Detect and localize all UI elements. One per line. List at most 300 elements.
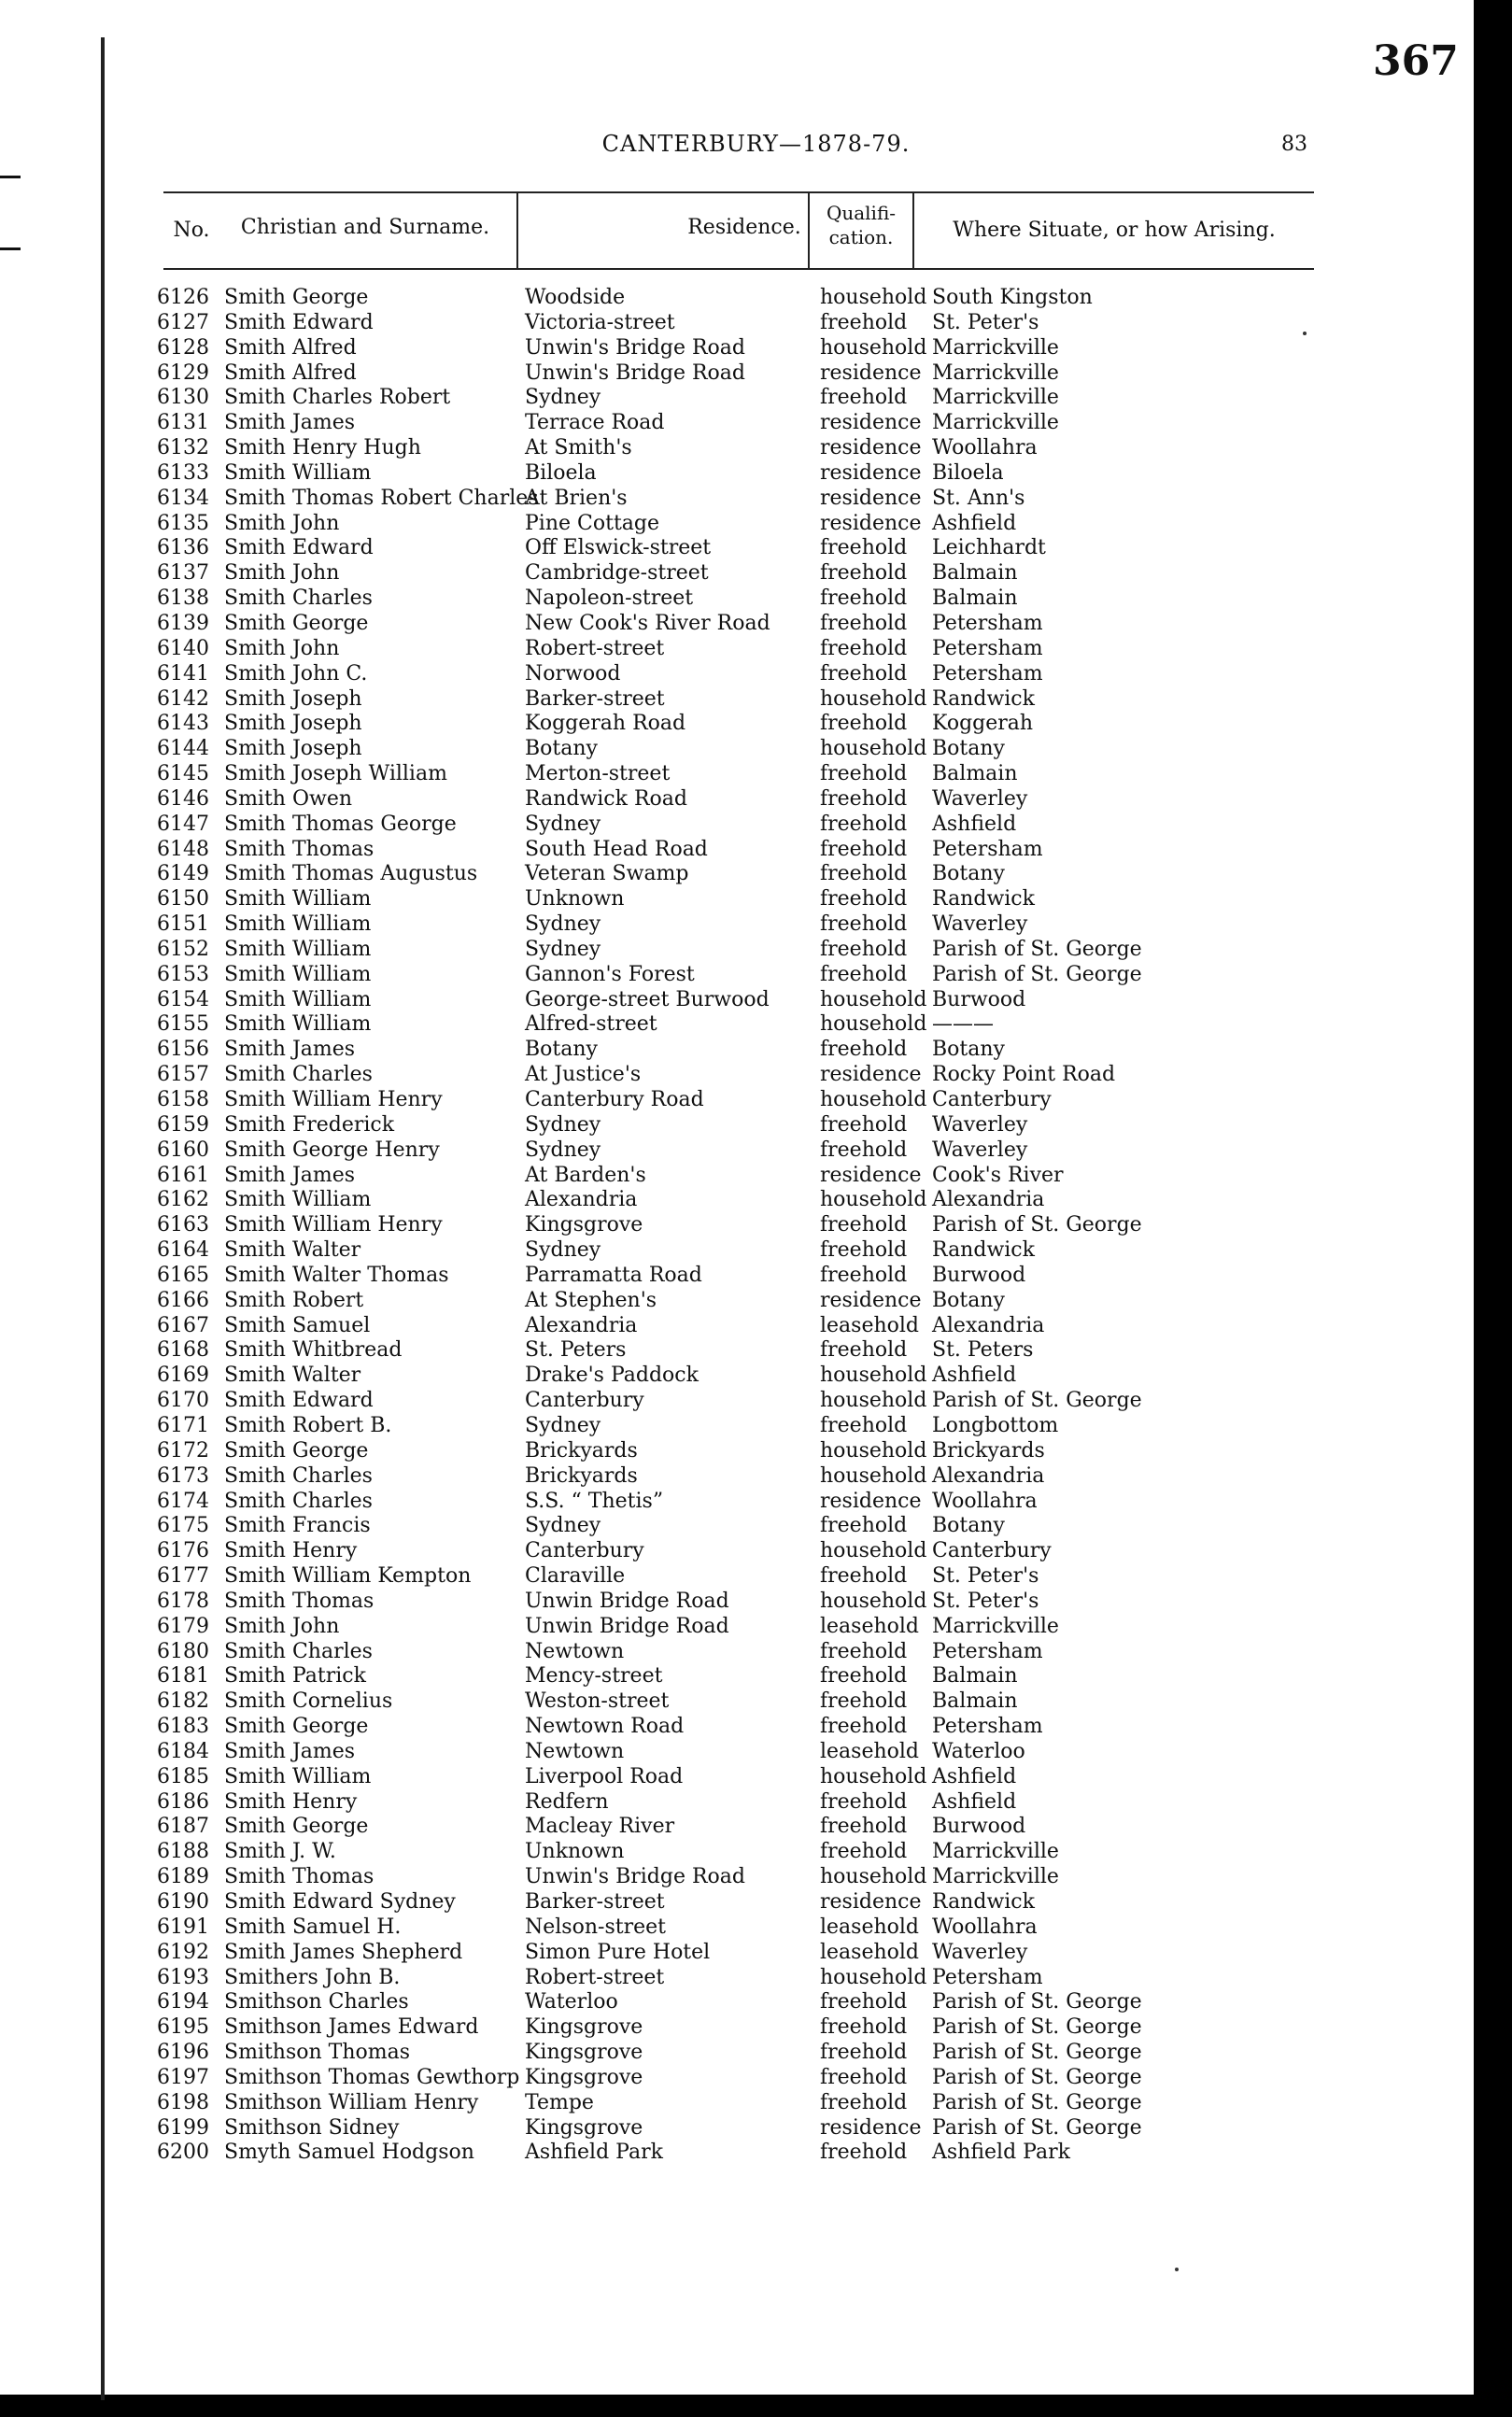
row-number: 6134 bbox=[157, 486, 209, 510]
table-row bbox=[0, 787, 1512, 813]
row-where: Waterloo bbox=[932, 1739, 1025, 1763]
row-residence: Canterbury bbox=[525, 1539, 644, 1563]
table-row bbox=[0, 813, 1512, 838]
row-qualification: freehold bbox=[820, 712, 908, 736]
row-qualification: freehold bbox=[820, 762, 908, 786]
table-row bbox=[0, 1689, 1512, 1715]
table-row bbox=[0, 512, 1512, 537]
row-number: 6170 bbox=[157, 1389, 209, 1413]
row-residence: Ashfield Park bbox=[525, 2141, 663, 2165]
row-name: Smith William Henry bbox=[224, 1213, 443, 1237]
table-row bbox=[0, 938, 1512, 963]
row-where: Balmain bbox=[932, 762, 1018, 786]
row-qualification: residence bbox=[820, 1163, 922, 1187]
row-where: Woollahra bbox=[932, 436, 1038, 460]
row-qualification: household bbox=[820, 1589, 927, 1613]
row-name: Smith George bbox=[224, 1815, 369, 1839]
row-qualification: residence bbox=[820, 1063, 922, 1087]
table-row bbox=[0, 1790, 1512, 1816]
row-residence: Alfred-street bbox=[525, 1012, 657, 1037]
row-name: Smith George bbox=[224, 286, 369, 309]
table-row bbox=[0, 1765, 1512, 1790]
row-where: Leichhardt bbox=[932, 536, 1046, 560]
table-row bbox=[0, 687, 1512, 713]
row-number: 6144 bbox=[157, 737, 209, 761]
row-name: Smith William bbox=[224, 887, 372, 912]
row-qualification: freehold bbox=[820, 962, 908, 986]
row-name: Smith John bbox=[224, 511, 340, 535]
row-qualification: residence bbox=[820, 486, 922, 510]
row-number: 6140 bbox=[157, 636, 209, 660]
row-residence: Waterloo bbox=[525, 1990, 618, 2014]
row-qualification: freehold bbox=[820, 786, 908, 811]
row-where: Botany bbox=[932, 862, 1005, 886]
row-name: Smith Edward Sydney bbox=[224, 1890, 456, 1914]
row-where: Burwood bbox=[932, 1263, 1026, 1287]
row-where: Parish of St. George bbox=[932, 2015, 1142, 2040]
row-number: 6152 bbox=[157, 937, 209, 961]
row-number: 6135 bbox=[157, 511, 209, 535]
row-where: Marrickville bbox=[932, 1865, 1059, 1889]
row-qualification: freehold bbox=[820, 1564, 908, 1589]
table-row bbox=[0, 536, 1512, 561]
table-row bbox=[0, 2116, 1512, 2141]
row-qualification: leasehold bbox=[820, 1915, 920, 1939]
row-number: 6191 bbox=[157, 1915, 209, 1939]
row-number: 6131 bbox=[157, 411, 209, 435]
row-qualification: freehold bbox=[820, 887, 908, 912]
row-qualification: household bbox=[820, 686, 927, 711]
row-residence: Simon Pure Hotel bbox=[525, 1940, 711, 1964]
table-row bbox=[0, 1414, 1512, 1439]
row-where: Marrickville bbox=[932, 335, 1059, 360]
row-where: Canterbury bbox=[932, 1539, 1052, 1563]
row-residence: Botany bbox=[525, 1038, 598, 1062]
row-number: 6160 bbox=[157, 1138, 209, 1162]
margin-mark bbox=[0, 176, 21, 178]
row-qualification: residence bbox=[820, 360, 922, 385]
row-qualification: leasehold bbox=[820, 1614, 920, 1638]
row-name: Smith Samuel bbox=[224, 1313, 371, 1337]
row-name: Smithson James Edward bbox=[224, 2015, 479, 2040]
row-qualification: freehold bbox=[820, 1213, 908, 1237]
row-name: Smithers John B. bbox=[224, 1965, 401, 1989]
row-residence: Woodside bbox=[525, 286, 626, 309]
row-name: Smithson Charles bbox=[224, 1990, 409, 2014]
row-qualification: household bbox=[820, 1364, 927, 1388]
column-header-where: Where Situate, or how Arising. bbox=[953, 219, 1276, 242]
row-residence: Kingsgrove bbox=[525, 1213, 643, 1237]
row-residence: Newtown Road bbox=[525, 1715, 685, 1739]
row-residence: Koggerah Road bbox=[525, 712, 686, 736]
table-row bbox=[0, 587, 1512, 612]
row-where: Ashfield bbox=[932, 511, 1017, 535]
row-residence: Canterbury bbox=[525, 1389, 644, 1413]
row-qualification: residence bbox=[820, 2115, 922, 2140]
row-number: 6128 bbox=[157, 335, 209, 360]
row-residence: Newtown bbox=[525, 1739, 625, 1763]
row-where: Parish of St. George bbox=[932, 1389, 1142, 1413]
row-qualification: household bbox=[820, 1539, 927, 1563]
table-row bbox=[0, 963, 1512, 988]
table-row bbox=[0, 1840, 1512, 1865]
row-qualification: leasehold bbox=[820, 1739, 920, 1763]
row-residence: Robert-street bbox=[525, 636, 665, 660]
row-name: Smith Thomas bbox=[224, 1865, 374, 1889]
row-qualification: household bbox=[820, 737, 927, 761]
table-row bbox=[0, 561, 1512, 587]
row-number: 6163 bbox=[157, 1213, 209, 1237]
table-row bbox=[0, 1238, 1512, 1264]
table-row bbox=[0, 637, 1512, 662]
row-name: Smith Edward bbox=[224, 310, 374, 334]
row-where: Ashfield bbox=[932, 1364, 1017, 1388]
row-number: 6146 bbox=[157, 786, 209, 811]
table-row bbox=[0, 762, 1512, 787]
row-qualification: freehold bbox=[820, 2141, 908, 2165]
row-where: Waverley bbox=[932, 1112, 1028, 1137]
row-qualification: residence bbox=[820, 436, 922, 460]
row-residence: Sydney bbox=[525, 1514, 601, 1538]
row-qualification: freehold bbox=[820, 837, 908, 861]
row-residence: Canterbury Road bbox=[525, 1088, 704, 1111]
table-row bbox=[0, 1038, 1512, 1063]
row-number: 6165 bbox=[157, 1263, 209, 1287]
row-where: Ashfield Park bbox=[932, 2141, 1070, 2165]
register-table bbox=[0, 286, 1512, 2166]
row-qualification: household bbox=[820, 1764, 927, 1788]
table-row bbox=[0, 1464, 1512, 1490]
row-residence: Liverpool Road bbox=[525, 1764, 684, 1788]
row-qualification: residence bbox=[820, 411, 922, 435]
row-residence: Unwin's Bridge Road bbox=[525, 1865, 745, 1889]
row-residence: Alexandria bbox=[525, 1188, 638, 1212]
row-qualification: freehold bbox=[820, 587, 908, 611]
row-qualification: freehold bbox=[820, 2065, 908, 2089]
table-row bbox=[0, 1865, 1512, 1890]
row-number: 6172 bbox=[157, 1438, 209, 1463]
row-qualification: freehold bbox=[820, 636, 908, 660]
row-name: Smith Whitbread bbox=[224, 1338, 403, 1363]
row-name: Smith Francis bbox=[224, 1514, 371, 1538]
row-name: Smith Thomas Robert Charles bbox=[224, 486, 539, 510]
table-row bbox=[0, 1264, 1512, 1289]
row-residence: Kingsgrove bbox=[525, 2015, 643, 2040]
row-number: 6198 bbox=[157, 2090, 209, 2114]
table-row bbox=[0, 2015, 1512, 2041]
row-number: 6148 bbox=[157, 837, 209, 861]
table-row bbox=[0, 1439, 1512, 1464]
table-row bbox=[0, 336, 1512, 361]
table-row bbox=[0, 1740, 1512, 1765]
table-row bbox=[0, 2141, 1512, 2166]
row-residence: Sydney bbox=[525, 937, 601, 961]
row-number: 6145 bbox=[157, 762, 209, 786]
row-number: 6149 bbox=[157, 862, 209, 886]
ink-speck bbox=[1303, 332, 1307, 335]
row-number: 6169 bbox=[157, 1364, 209, 1388]
table-row bbox=[0, 286, 1512, 311]
row-residence: Sydney bbox=[525, 812, 601, 836]
row-where: Parish of St. George bbox=[932, 2041, 1142, 2065]
table-row bbox=[0, 1715, 1512, 1740]
row-where: St. Peters bbox=[932, 1338, 1034, 1363]
row-where: Parish of St. George bbox=[932, 2065, 1142, 2089]
table-row bbox=[0, 862, 1512, 887]
row-residence: Brickyards bbox=[525, 1463, 638, 1488]
row-qualification: household bbox=[820, 1012, 927, 1037]
row-name: Smith William bbox=[224, 1764, 372, 1788]
page-subnumber: 83 bbox=[1281, 133, 1307, 156]
table-row bbox=[0, 1389, 1512, 1414]
row-number: 6126 bbox=[157, 286, 209, 309]
row-number: 6159 bbox=[157, 1112, 209, 1137]
row-residence: Terrace Road bbox=[525, 411, 665, 435]
table-row bbox=[0, 1338, 1512, 1364]
row-where: Waverley bbox=[932, 912, 1028, 937]
row-where: Woollahra bbox=[932, 1915, 1038, 1939]
row-number: 6174 bbox=[157, 1489, 209, 1513]
row-name: Smith William bbox=[224, 912, 372, 937]
table-row bbox=[0, 1213, 1512, 1238]
row-residence: Sydney bbox=[525, 912, 601, 937]
row-number: 6158 bbox=[157, 1088, 209, 1111]
row-where: Burwood bbox=[932, 1815, 1026, 1839]
table-row bbox=[0, 411, 1512, 436]
row-where: Randwick bbox=[932, 686, 1035, 711]
row-where: Longbottom bbox=[932, 1413, 1059, 1437]
table-row bbox=[0, 1539, 1512, 1564]
row-qualification: household bbox=[820, 1463, 927, 1488]
row-name: Smith George bbox=[224, 611, 369, 635]
row-qualification: freehold bbox=[820, 1715, 908, 1739]
row-name: Smith Edward bbox=[224, 1389, 374, 1413]
column-header-residence: Residence. bbox=[687, 216, 801, 239]
row-name: Smith Walter bbox=[224, 1238, 361, 1263]
row-number: 6151 bbox=[157, 912, 209, 937]
row-name: Smith George bbox=[224, 1438, 369, 1463]
row-residence: At Barden's bbox=[525, 1163, 646, 1187]
table-row bbox=[0, 988, 1512, 1013]
row-where: Randwick bbox=[932, 1238, 1035, 1263]
row-where: Ashfield bbox=[932, 1789, 1017, 1814]
row-name: Smith Charles bbox=[224, 1639, 373, 1663]
row-number: 6188 bbox=[157, 1840, 209, 1864]
row-name: Smith Charles bbox=[224, 1489, 373, 1513]
table-row bbox=[0, 1314, 1512, 1339]
table-row bbox=[0, 838, 1512, 863]
row-where: Balmain bbox=[932, 1664, 1018, 1689]
row-residence: Weston-street bbox=[525, 1689, 670, 1714]
row-residence: Unwin Bridge Road bbox=[525, 1614, 729, 1638]
row-number: 6147 bbox=[157, 812, 209, 836]
row-residence: Veteran Swamp bbox=[525, 862, 689, 886]
row-residence: Sydney bbox=[525, 1138, 601, 1162]
row-where: Parish of St. George bbox=[932, 1990, 1142, 2014]
table-row bbox=[0, 361, 1512, 387]
row-number: 6166 bbox=[157, 1288, 209, 1312]
row-residence: Sydney bbox=[525, 1238, 601, 1263]
row-name: Smithson William Henry bbox=[224, 2090, 479, 2114]
row-qualification: residence bbox=[820, 1890, 922, 1914]
row-number: 6168 bbox=[157, 1338, 209, 1363]
row-name: Smith Charles Robert bbox=[224, 386, 451, 410]
table-row bbox=[0, 2041, 1512, 2066]
row-qualification: freehold bbox=[820, 812, 908, 836]
table-row bbox=[0, 1664, 1512, 1689]
row-qualification: freehold bbox=[820, 937, 908, 961]
table-row bbox=[0, 1915, 1512, 1941]
row-residence: Norwood bbox=[525, 661, 621, 686]
table-row bbox=[0, 1063, 1512, 1088]
row-number: 6132 bbox=[157, 436, 209, 460]
row-where: St. Ann's bbox=[932, 486, 1025, 510]
row-number: 6154 bbox=[157, 987, 209, 1011]
row-where: Randwick bbox=[932, 887, 1035, 912]
row-qualification: residence bbox=[820, 1288, 922, 1312]
row-qualification: freehold bbox=[820, 2015, 908, 2040]
row-residence: Napoleon-street bbox=[525, 587, 694, 611]
row-residence: Unknown bbox=[525, 887, 625, 912]
column-header-qualification: Qualifi-cation. bbox=[826, 202, 897, 248]
row-where: Marrickville bbox=[932, 360, 1059, 385]
table-row bbox=[0, 1590, 1512, 1615]
column-headers bbox=[163, 191, 1314, 270]
row-number: 6176 bbox=[157, 1539, 209, 1563]
row-number: 6199 bbox=[157, 2115, 209, 2140]
row-where: Petersham bbox=[932, 1639, 1043, 1663]
row-number: 6192 bbox=[157, 1940, 209, 1964]
row-qualification: freehold bbox=[820, 1338, 908, 1363]
row-residence: Unwin's Bridge Road bbox=[525, 335, 745, 360]
row-where: South Kingston bbox=[932, 286, 1093, 309]
scan-bottom-edge bbox=[0, 2395, 1512, 2417]
table-row bbox=[0, 1941, 1512, 1966]
table-row bbox=[0, 1514, 1512, 1539]
row-qualification: freehold bbox=[820, 1038, 908, 1062]
row-residence: Robert-street bbox=[525, 1965, 665, 1989]
row-name: Smith William bbox=[224, 460, 372, 485]
row-where: Ashfield bbox=[932, 1764, 1017, 1788]
row-residence: Randwick Road bbox=[525, 786, 687, 811]
row-residence: Newtown bbox=[525, 1639, 625, 1663]
row-name: Smith Alfred bbox=[224, 360, 357, 385]
row-where: Balmain bbox=[932, 1689, 1018, 1714]
column-header-name: Christian and Surname. bbox=[240, 216, 490, 239]
row-number: 6185 bbox=[157, 1764, 209, 1788]
row-where: Woollahra bbox=[932, 1489, 1038, 1513]
row-residence: Redfern bbox=[525, 1789, 609, 1814]
row-number: 6197 bbox=[157, 2065, 209, 2089]
row-residence: Pine Cottage bbox=[525, 511, 659, 535]
page-number: 367 bbox=[1373, 37, 1459, 85]
table-row bbox=[0, 1815, 1512, 1840]
row-number: 6171 bbox=[157, 1413, 209, 1437]
row-residence: South Head Road bbox=[525, 837, 708, 861]
row-name: Smith John bbox=[224, 561, 340, 586]
row-residence: New Cook's River Road bbox=[525, 611, 770, 635]
row-number: 6173 bbox=[157, 1463, 209, 1488]
row-name: Smith Patrick bbox=[224, 1664, 366, 1689]
table-row bbox=[0, 436, 1512, 461]
row-name: Smith James bbox=[224, 1739, 356, 1763]
row-number: 6142 bbox=[157, 686, 209, 711]
row-where: Botany bbox=[932, 1038, 1005, 1062]
row-qualification: freehold bbox=[820, 1664, 908, 1689]
row-residence: Sydney bbox=[525, 1413, 601, 1437]
row-name: Smith Robert B. bbox=[224, 1413, 392, 1437]
row-number: 6164 bbox=[157, 1238, 209, 1263]
row-name: Smithson Sidney bbox=[224, 2115, 400, 2140]
row-where: Botany bbox=[932, 1514, 1005, 1538]
row-qualification: freehold bbox=[820, 1639, 908, 1663]
row-name: Smith George bbox=[224, 1715, 369, 1739]
row-qualification: freehold bbox=[820, 912, 908, 937]
row-where: St. Peter's bbox=[932, 1564, 1039, 1589]
row-residence: Unwin's Bridge Road bbox=[525, 360, 745, 385]
row-where: Waverley bbox=[932, 1940, 1028, 1964]
row-qualification: household bbox=[820, 335, 927, 360]
row-number: 6157 bbox=[157, 1063, 209, 1087]
row-where: Botany bbox=[932, 737, 1005, 761]
row-where: Botany bbox=[932, 1288, 1005, 1312]
row-where: Waverley bbox=[932, 786, 1028, 811]
row-where: Koggerah bbox=[932, 712, 1034, 736]
table-row bbox=[0, 1188, 1512, 1213]
table-row bbox=[0, 1990, 1512, 2015]
row-where: Cook's River bbox=[932, 1163, 1064, 1187]
row-number: 6155 bbox=[157, 1012, 209, 1037]
row-number: 6187 bbox=[157, 1815, 209, 1839]
row-residence: Barker-street bbox=[525, 686, 665, 711]
table-row bbox=[0, 912, 1512, 938]
row-residence: Sydney bbox=[525, 386, 601, 410]
row-qualification: household bbox=[820, 1088, 927, 1111]
table-row bbox=[0, 1640, 1512, 1665]
table-row bbox=[0, 1012, 1512, 1038]
row-where: Parish of St. George bbox=[932, 937, 1142, 961]
table-row bbox=[0, 1138, 1512, 1164]
row-where: Petersham bbox=[932, 837, 1043, 861]
row-qualification: freehold bbox=[820, 1815, 908, 1839]
margin-mark bbox=[0, 247, 21, 250]
row-qualification: residence bbox=[820, 460, 922, 485]
row-qualification: freehold bbox=[820, 862, 908, 886]
row-residence: Gannon's Forest bbox=[525, 962, 695, 986]
row-name: Smithson Thomas Gewthorp bbox=[224, 2065, 520, 2089]
row-name: Smith Thomas bbox=[224, 837, 374, 861]
table-row bbox=[0, 1966, 1512, 1991]
row-qualification: household bbox=[820, 1965, 927, 1989]
table-row bbox=[0, 311, 1512, 336]
row-residence: Alexandria bbox=[525, 1313, 638, 1337]
row-qualification: household bbox=[820, 1188, 927, 1212]
row-qualification: freehold bbox=[820, 386, 908, 410]
row-qualification: freehold bbox=[820, 310, 908, 334]
row-name: Smith William bbox=[224, 1012, 372, 1037]
row-where: Alexandria bbox=[932, 1313, 1045, 1337]
row-number: 6136 bbox=[157, 536, 209, 560]
row-residence: Botany bbox=[525, 737, 598, 761]
row-name: Smith Samuel H. bbox=[224, 1915, 402, 1939]
row-number: 6153 bbox=[157, 962, 209, 986]
table-row bbox=[0, 737, 1512, 762]
row-where: Ashfield bbox=[932, 812, 1017, 836]
row-residence: S.S. “ Thetis” bbox=[525, 1489, 664, 1513]
table-row bbox=[0, 1113, 1512, 1138]
row-where: Petersham bbox=[932, 636, 1043, 660]
row-where: Petersham bbox=[932, 611, 1043, 635]
